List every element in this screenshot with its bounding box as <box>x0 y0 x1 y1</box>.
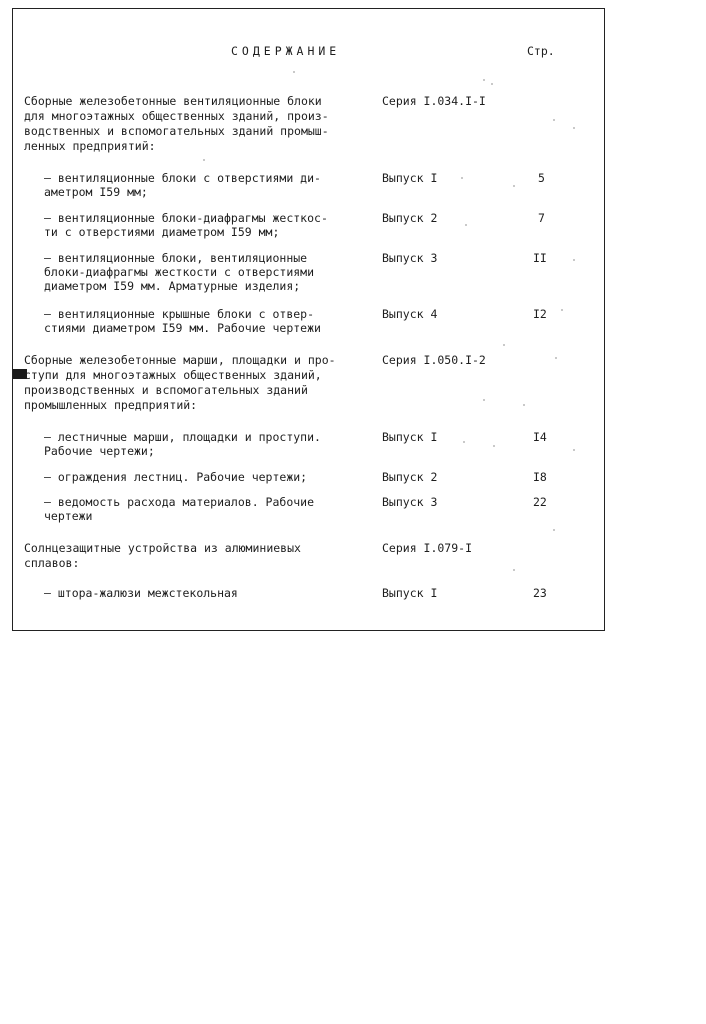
issue-label: Выпуск I <box>382 171 438 185</box>
issue-label: Выпуск 3 <box>382 495 438 509</box>
item-line: – лестничные марши, площадки и проступи. <box>44 430 321 444</box>
section-heading-line: Солнцезащитные устройства из алюминиевых <box>24 541 301 555</box>
page-number: 7 <box>538 211 545 225</box>
issue-label: Выпуск 2 <box>382 211 438 225</box>
section-heading-line: ленных предприятий: <box>24 139 156 153</box>
item-line: диаметром I59 мм. Арматурные изделия; <box>44 279 301 293</box>
item-line: – ведомость расхода материалов. Рабочие <box>44 495 315 509</box>
item-line: аметром I59 мм; <box>44 185 148 199</box>
item-line: – вентиляционные блоки, вентиляционные <box>44 251 308 265</box>
issue-label: Выпуск 3 <box>382 251 438 265</box>
issue-label: Выпуск I <box>382 430 438 444</box>
contents-page <box>12 8 605 631</box>
issue-label: Выпуск I <box>382 586 438 600</box>
page-number: 23 <box>533 586 547 600</box>
issue-label: Выпуск 4 <box>382 307 438 321</box>
section-heading-line: производственных и вспомогательных зданий <box>24 383 308 397</box>
section-heading-line: Сборные железобетонные марши, площадки и про- <box>24 353 336 367</box>
page-number: 22 <box>533 495 547 509</box>
section-heading-line: для многоэтажных общественных зданий, произ- <box>24 109 329 123</box>
page-number: I2 <box>533 307 547 321</box>
page-title: СОДЕРЖАНИЕ <box>231 44 341 58</box>
item-line: – вентиляционные блоки с отверстиями ди- <box>44 171 321 185</box>
page-column-header: Стр. <box>527 44 555 58</box>
item-line: чертежи <box>44 509 93 523</box>
item-line: – вентиляционные крышные блоки с отвер- <box>44 307 315 321</box>
section-heading-line: Сборные железобетонные вентиляционные блоки <box>24 94 322 108</box>
section-heading-line: сплавов: <box>24 556 80 570</box>
section-heading-line: ступи для многоэтажных общественных зданий, <box>24 368 322 382</box>
series-label: Серия I.050.I-2 <box>382 353 486 367</box>
page-number: I8 <box>533 470 547 484</box>
section-heading-line: водственных и вспомогательных зданий промыш- <box>24 124 329 138</box>
page-number: II <box>533 251 547 265</box>
section-heading-line: промышленных предприятий: <box>24 398 198 412</box>
page-number: I4 <box>533 430 547 444</box>
item-line: Рабочие чертежи; <box>44 444 155 458</box>
item-line: блоки-диафрагмы жесткости с отверстиями <box>44 265 315 279</box>
series-label: Серия I.034.I-I <box>382 94 486 108</box>
series-label: Серия I.079-I <box>382 541 473 555</box>
item-line: – вентиляционные блоки-диафрагмы жесткос- <box>44 211 328 225</box>
item-line: – штора-жалюзи межстекольная <box>44 586 238 600</box>
item-line: стиями диаметром I59 мм. Рабочие чертежи <box>44 321 321 335</box>
item-line: ти с отверстиями диаметром I59 мм; <box>44 225 280 239</box>
page-number: 5 <box>538 171 545 185</box>
item-line: – ограждения лестниц. Рабочие чертежи; <box>44 470 308 484</box>
issue-label: Выпуск 2 <box>382 470 438 484</box>
